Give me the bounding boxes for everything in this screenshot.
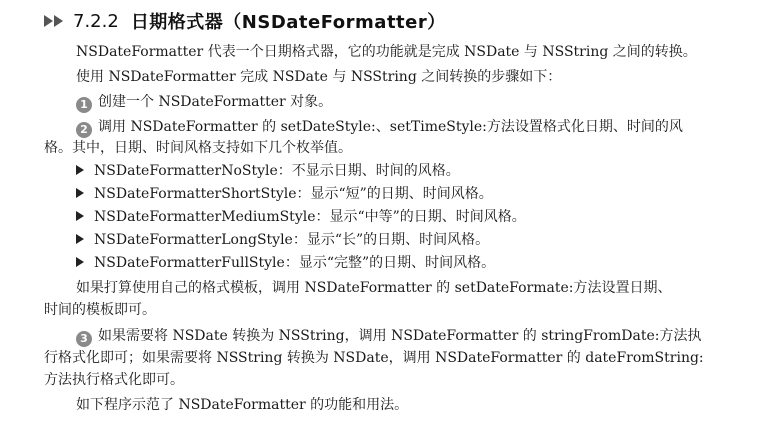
list-item: NSDateFormatterShortStyle：显示“短”的日期、时间风格。: [76, 184, 762, 204]
section-heading: [44, 6, 446, 36]
step-2-continuation: 格。其中，日期、时间风格支持如下几个枚举值。: [44, 140, 352, 156]
section-title: 日期格式器（NSDateFormatter）: [130, 12, 446, 33]
list-item: NSDateFormatterLongStyle：显示“长”的日期、时间风格。: [76, 230, 762, 250]
intro-paragraph-1: NSDateFormatter 代表一个日期格式器，它的功能就是完成 NSDate 与 NSString 之间的转换。: [76, 44, 697, 60]
step-3: [76, 326, 762, 347]
intro-paragraph-2: 使用 NSDateFormatter 完成 NSDate 与 NSString 之间转换的步骤如下：: [76, 69, 562, 85]
step-3-continuation-2: 方法执行格式化即可。: [44, 372, 184, 388]
step-2-text: 调用 NSDateFormatter 的 setDateStyle:、setTimeStyle:方法设置格式化日期、时间的风: [98, 119, 683, 135]
step-1: [76, 92, 762, 113]
section-number: 7.2.2: [73, 10, 119, 32]
step-number-badge: 2: [76, 122, 92, 138]
list-item: NSDateFormatterFullStyle：显示“完整”的日期、时间风格。: [76, 253, 762, 273]
step-3-continuation-1: 行格式化即可；如果需要将 NSString 转换为 NSDate，调用 NSDateFormatter 的 dateFromString:: [44, 350, 704, 366]
step-number-badge: 3: [76, 331, 92, 347]
bullet-arrow-icon: [76, 211, 84, 221]
list-item: NSDateFormatterMediumStyle：显示“中等”的日期、时间风格。: [76, 207, 762, 227]
step-3-text: 如果需要将 NSDate 转换为 NSString，调用 NSDateFormatter 的 stringFromDate:方法执: [98, 328, 702, 344]
bullet-arrow-icon: [76, 234, 84, 244]
custom-format-paragraph: 如果打算使用自己的格式模板，调用 NSDateFormatter 的 setDateFormate:方法设置日期、: [76, 280, 672, 296]
custom-format-continuation: 时间的模板即可。: [44, 302, 156, 318]
bullet-arrow-icon: [76, 165, 84, 175]
step-2: [76, 117, 762, 138]
step-number-badge: 1: [76, 97, 92, 113]
double-arrow-icon: [44, 15, 63, 27]
list-item: NSDateFormatterNoStyle：不显示日期、时间的风格。: [76, 161, 762, 181]
bullet-arrow-icon: [76, 257, 84, 267]
bullet-arrow-icon: [76, 188, 84, 198]
step-1-text: 创建一个 NSDateFormatter 对象。: [98, 94, 333, 110]
outro-paragraph: 如下程序示范了 NSDateFormatter 的功能和用法。: [76, 397, 409, 413]
